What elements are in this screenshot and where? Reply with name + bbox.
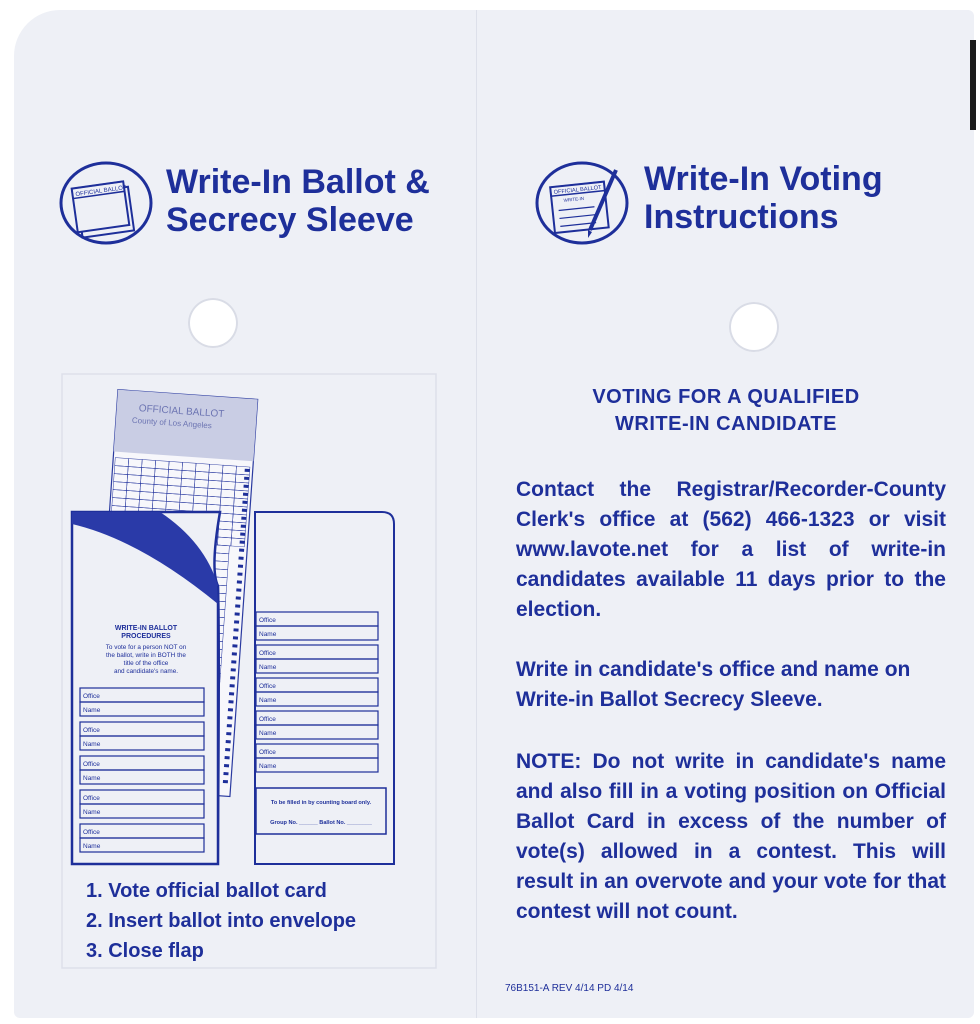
icon-label: OFFICIAL BALLOT — [553, 184, 602, 196]
office-label: Office — [259, 716, 276, 723]
right-title-line1: Write-In Voting — [644, 160, 883, 198]
timing-mark — [225, 748, 230, 751]
ballot-sleeve-icon — [58, 160, 154, 246]
name-label: Name — [259, 763, 277, 770]
paragraph-contact: Contact the Registrar/Recorder-County Clerk's office at (562) 466-1323 or visit www.lavote.net for a list of write-in candidates available 11 days prior to the election. — [516, 478, 946, 621]
timing-mark — [223, 772, 228, 775]
office-label: Office — [259, 650, 276, 657]
timing-mark — [230, 676, 235, 679]
name-label: Name — [83, 775, 101, 782]
timing-mark — [245, 469, 250, 472]
timing-mark — [228, 700, 233, 703]
procedures-text-line2: the ballot, write in BOTH the — [106, 652, 186, 659]
heading-line1: VOTING FOR A QUALIFIED — [592, 386, 860, 408]
right-title-line2: Instructions — [644, 198, 839, 236]
name-label: Name — [259, 631, 277, 638]
name-label: Name — [83, 843, 101, 850]
timing-mark — [225, 756, 230, 759]
timing-mark — [237, 580, 242, 583]
timing-mark — [231, 660, 236, 663]
timing-mark — [232, 644, 237, 647]
timing-mark — [227, 716, 232, 719]
step-2: 2. Insert ballot into envelope — [86, 910, 357, 932]
timing-mark — [235, 604, 240, 607]
timing-mark — [233, 628, 238, 631]
name-label: Name — [259, 697, 277, 704]
timing-mark — [223, 780, 228, 783]
timing-mark — [237, 572, 242, 575]
heading-line2: WRITE-IN CANDIDATE — [615, 413, 837, 435]
form-number: 76B151-A REV 4/14 PD 4/14 — [505, 983, 634, 994]
procedures-text-line4: and candidate's name. — [113, 668, 179, 675]
left-title-line1: Write-In Ballot & — [166, 163, 430, 201]
timing-mark — [241, 517, 246, 520]
ballot-subtitle: County of Los Angeles — [131, 415, 213, 431]
timing-mark — [228, 708, 233, 711]
office-label: Office — [259, 617, 276, 624]
name-label: Name — [83, 809, 101, 816]
section-heading — [478, 384, 974, 438]
timing-mark — [242, 501, 247, 504]
name-label: Name — [83, 741, 101, 748]
punch-hole-right — [729, 302, 779, 352]
timing-mark — [240, 541, 245, 544]
group-ballot-label: Group No. ______ Ballot No. ________ — [270, 820, 372, 826]
timing-mark — [238, 564, 243, 567]
timing-mark — [236, 588, 241, 591]
procedures-title-line1: WRITE-IN BALLOT — [114, 625, 178, 632]
timing-mark — [226, 732, 231, 735]
procedures-text-line1: To vote for a person NOT on — [105, 644, 187, 651]
timing-mark — [235, 612, 240, 615]
office-label: Office — [83, 727, 100, 734]
timing-mark — [238, 556, 243, 559]
timing-mark — [243, 493, 248, 496]
office-label: Office — [259, 749, 276, 756]
left-title-line2: Secrecy Sleeve — [166, 201, 414, 239]
procedures-title-line2: PROCEDURES — [121, 633, 171, 640]
timing-mark — [227, 724, 232, 727]
left-title — [166, 163, 430, 239]
steps-list — [86, 876, 356, 966]
timing-mark — [224, 764, 229, 767]
timing-mark — [231, 668, 236, 671]
name-label: Name — [259, 730, 277, 737]
step-1: 1. Vote official ballot card — [86, 880, 327, 902]
timing-mark — [229, 692, 234, 695]
step-3: 3. Close flap — [86, 940, 204, 962]
timing-mark — [230, 684, 235, 687]
timing-mark — [226, 740, 231, 743]
timing-mark — [244, 477, 249, 480]
right-title — [644, 160, 883, 236]
timing-mark — [240, 533, 245, 536]
timing-mark — [233, 636, 238, 639]
timing-mark — [242, 509, 247, 512]
timing-mark — [243, 485, 248, 488]
counting-board-text: To be filled in by counting board only. — [270, 800, 372, 806]
name-label: Name — [83, 707, 101, 714]
timing-mark — [239, 549, 244, 552]
icon-sublabel: WRITE-IN — [563, 195, 585, 203]
timing-mark — [236, 596, 241, 599]
icon-label: OFFICIAL BALLOT — [75, 185, 127, 199]
scan-edge — [970, 40, 976, 130]
office-label: Office — [83, 693, 100, 700]
paragraph-write-in: Write in candidate's office and name on Write-in Ballot Secrecy Sleeve. — [516, 658, 911, 711]
paragraph-note: NOTE: Do not write in candidate's name and also fill in a voting position on Official Ballot Card in excess of the number of vote(s) allowed in a contest. This will result in an overvote and your vote for that contest will not count. — [516, 750, 946, 923]
fold-line — [476, 10, 477, 1018]
office-label: Office — [83, 761, 100, 768]
timing-mark — [241, 525, 246, 528]
timing-mark — [232, 652, 237, 655]
name-label: Name — [259, 664, 277, 671]
office-label: Office — [259, 683, 276, 690]
punch-hole-left — [188, 298, 238, 348]
office-label: Office — [83, 795, 100, 802]
procedures-text-line3: title of the office — [123, 660, 169, 667]
office-label: Office — [83, 829, 100, 836]
ballot-title: OFFICIAL BALLOT — [138, 403, 225, 421]
ballot-pen-icon — [534, 160, 630, 246]
timing-mark — [234, 620, 239, 623]
